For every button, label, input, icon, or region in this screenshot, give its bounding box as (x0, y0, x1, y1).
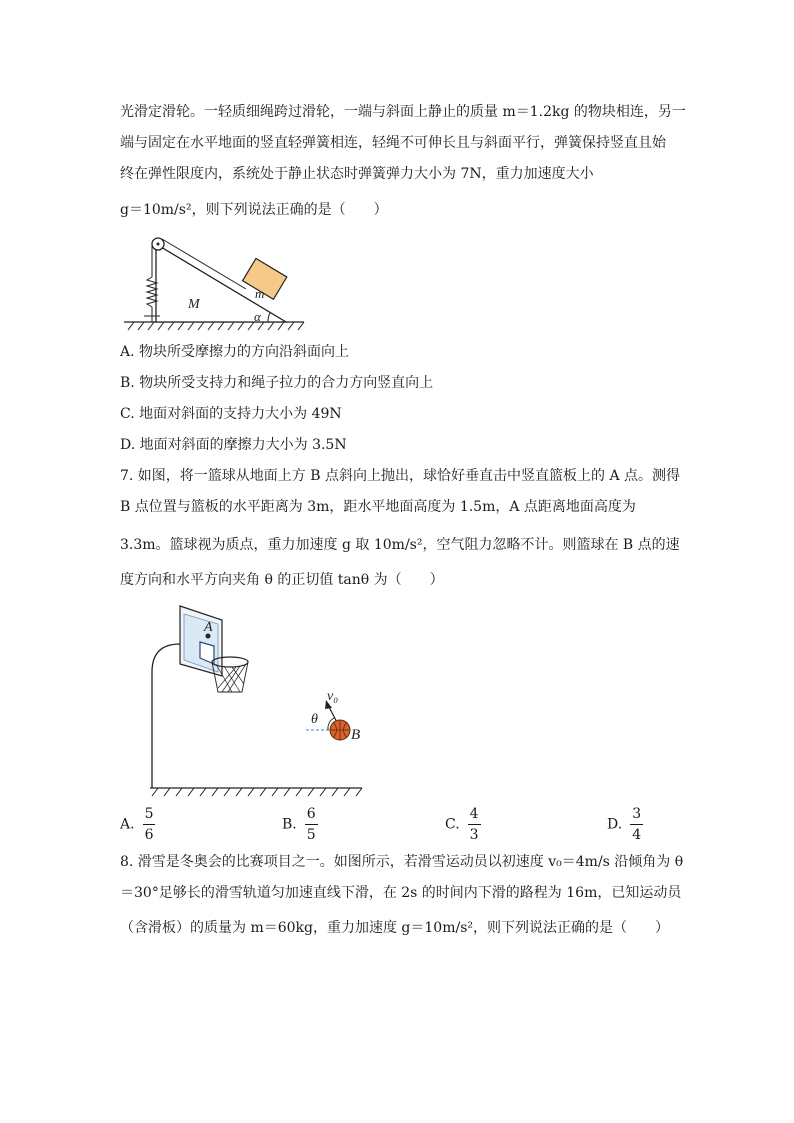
block-icon (243, 258, 287, 299)
q6-text-line-3: 终在弹性限度内，系统处于静止状态时弹簧弹力大小为 7N，重力加速度大小 (120, 166, 594, 182)
basketball-figure (140, 600, 370, 800)
q6-option-b: B. 物块所受支持力和绳子拉力的合力方向竖直向上 (120, 375, 434, 391)
theta-label: θ (311, 712, 318, 727)
point-b-label: B (351, 727, 361, 743)
q8-text-line-1: 8. 滑雪是冬奥会的比赛项目之一。如图所示，若滑雪运动员以初速度 v₀＝4m/s 沿倾角为 θ (120, 854, 684, 870)
q6-option-c: C. 地面对斜面的支持力大小为 49N (120, 406, 342, 422)
q7-text-line-1: 7. 如图，将一篮球从地面上方 B 点斜向上抛出，球恰好垂直击中竖直篮板上的 A 点。测得 (120, 468, 681, 484)
q7-choice-a: A. $\frac{5}{6}$ (120, 806, 154, 843)
incline-label: M (188, 297, 200, 312)
angle-label: α (254, 309, 261, 324)
q7-text-line-3: 3.3m。篮球视为质点，重力加速度 g 取 10m/s²，空气阻力忽略不计。则篮球在 B 点的速 (120, 537, 680, 553)
q8-text-line-3: （含滑板）的质量为 m＝60kg，重力加速度 g＝10m/s²，则下列说法正确的是（ ） (120, 920, 669, 936)
q6-text-line-1: 光滑定滑轮。一轻质细绳跨过滑轮，一端与斜面上静止的质量 m＝1.2kg 的物块相连，另一 (120, 104, 686, 120)
velocity-label: v₀ (327, 689, 339, 704)
q6-text-line-2: 端与固定在水平地面的竖直轻弹簧相连，轻绳不可伸长且与斜面平行，弹簧保持竖直且始 (120, 135, 666, 151)
q8-text-line-2: ＝30°足够长的滑雪轨道匀加速直线下滑，在 2s 的时间内下滑的路程为 16m，已知运动员 (120, 885, 682, 901)
q6-text-line-4: g＝10m/s²，则下列说法正确的是（ ） (120, 202, 388, 218)
q6-option-d: D. 地面对斜面的摩擦力大小为 3.5N (120, 437, 347, 453)
block-label: m (255, 286, 265, 301)
q7-choice-d: D. $\frac{3}{4}$ (607, 806, 642, 843)
incline-pulley-figure (118, 232, 310, 332)
point-a-label: A (204, 620, 213, 635)
q7-text-line-4: 度方向和水平方向夹角 θ 的正切值 tanθ 为（ ） (120, 572, 444, 588)
q7-choice-c: C. $\frac{4}{3}$ (445, 806, 479, 843)
q7-choice-b: B. $\frac{6}{5}$ (282, 806, 316, 843)
q7-text-line-2: B 点位置与篮板的水平距离为 3m，距水平地面高度为 1.5m，A 点距离地面高度为 (120, 499, 636, 515)
q6-option-a: A. 物块所受摩擦力的方向沿斜面向上 (120, 344, 350, 360)
